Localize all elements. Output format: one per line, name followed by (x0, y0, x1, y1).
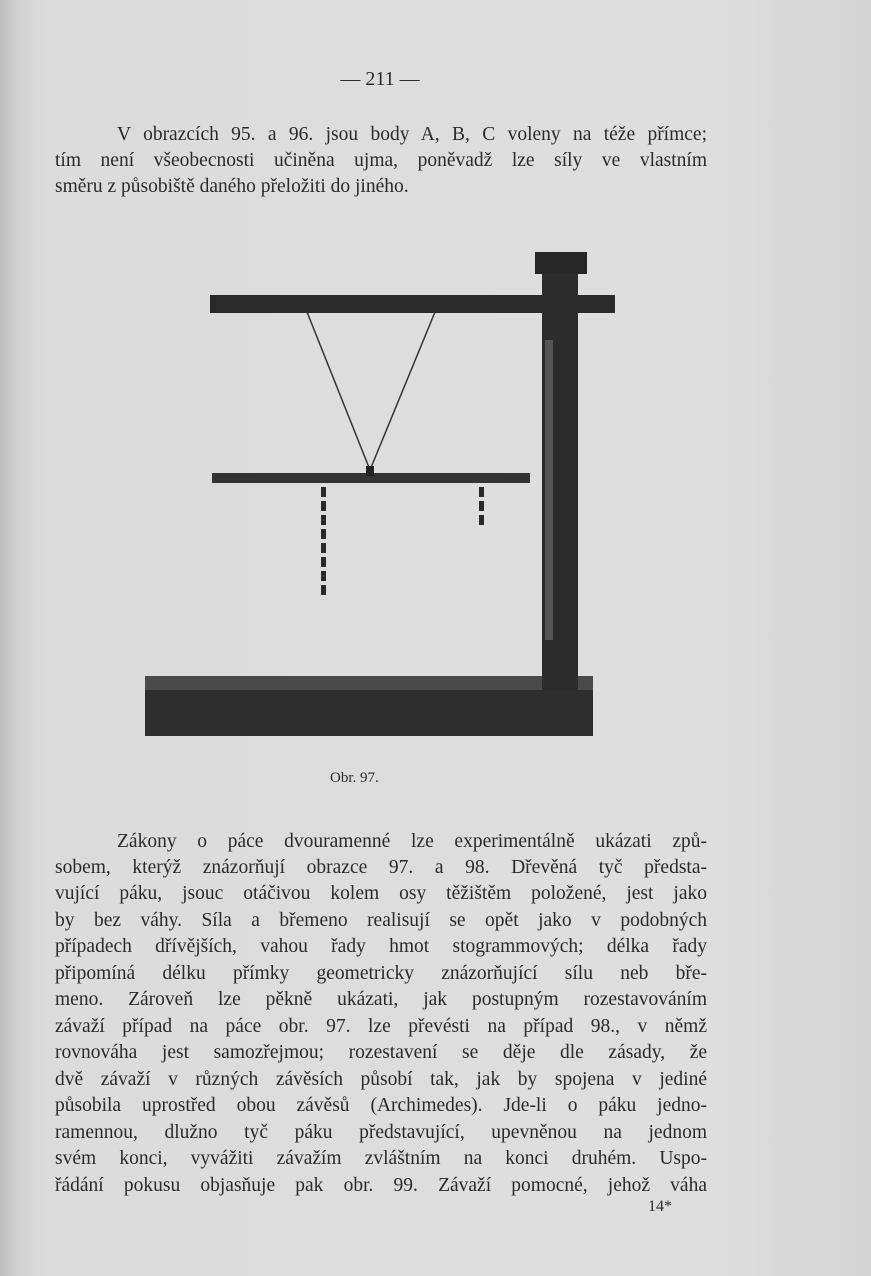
text-line: meno. Zároveň lze pěkně ukázati, jak postupným rozestavováním (55, 989, 707, 1010)
weight-chain-right (479, 487, 484, 525)
figure-caption: Obr. 97. (330, 770, 379, 786)
text-line: působila uprostřed obou závěsů (Archimedes). Jde-li o páku jedno- (55, 1095, 707, 1116)
text-line: svém konci, vyvážiti závažím zvláštním na konci druhém. Uspo- (55, 1148, 707, 1169)
text-line: rovnováha jest samozřejmou; rozestavení se děje dle zásady, že (55, 1042, 707, 1063)
text-line: řádání pokusu objasňuje pak obr. 99. Závaží pomocné, jehož váha (55, 1175, 707, 1196)
text-line: sobem, kterýž znázorňují obrazce 97. a 98. Dřevěná tyč předsta- (55, 857, 707, 878)
text-line: by bez váhy. Síla a břemeno realisují se opět jako v podobných (55, 910, 707, 931)
signature-mark: 14* (648, 1198, 672, 1215)
weight-chain-left (321, 487, 326, 595)
text-line: případech dřívějších, vahou řady hmot stogrammových; délka řady (55, 936, 707, 957)
post-cap (535, 252, 587, 274)
suspension-string-right (370, 312, 435, 470)
text-line: V obrazcích 95. a 96. jsou body A, B, C voleny na téže přímce; (117, 124, 707, 145)
page-number: — 211 — (340, 68, 420, 90)
text-line: závaží případ na páce obr. 97. lze převésti na případ 98., v němž (55, 1016, 707, 1037)
top-crossbeam (210, 295, 615, 313)
text-line: tím není všeobecnosti učiněna ujma, poněvadž lze síly ve vlastním (55, 150, 707, 171)
text-line: Zákony o páce dvouramenné lze experimentálně ukázati způ- (117, 831, 707, 852)
text-line: ramennou, dlužno tyč páku představující, upevněnou na jednom (55, 1122, 707, 1143)
text-line: připomíná délku přímky geometricky znázorňující sílu neb bře- (55, 963, 707, 984)
text-line: dvě závaží v různých závěsích působí tak, jak by spojena v jediné (55, 1069, 707, 1090)
text-line: směru z působiště daného přeložiti do jiného. (55, 176, 409, 197)
text-line: vující páku, jsouc otáčivou kolem osy těžištěm položené, jest jako (55, 883, 707, 904)
suspension-string-left (307, 312, 370, 470)
